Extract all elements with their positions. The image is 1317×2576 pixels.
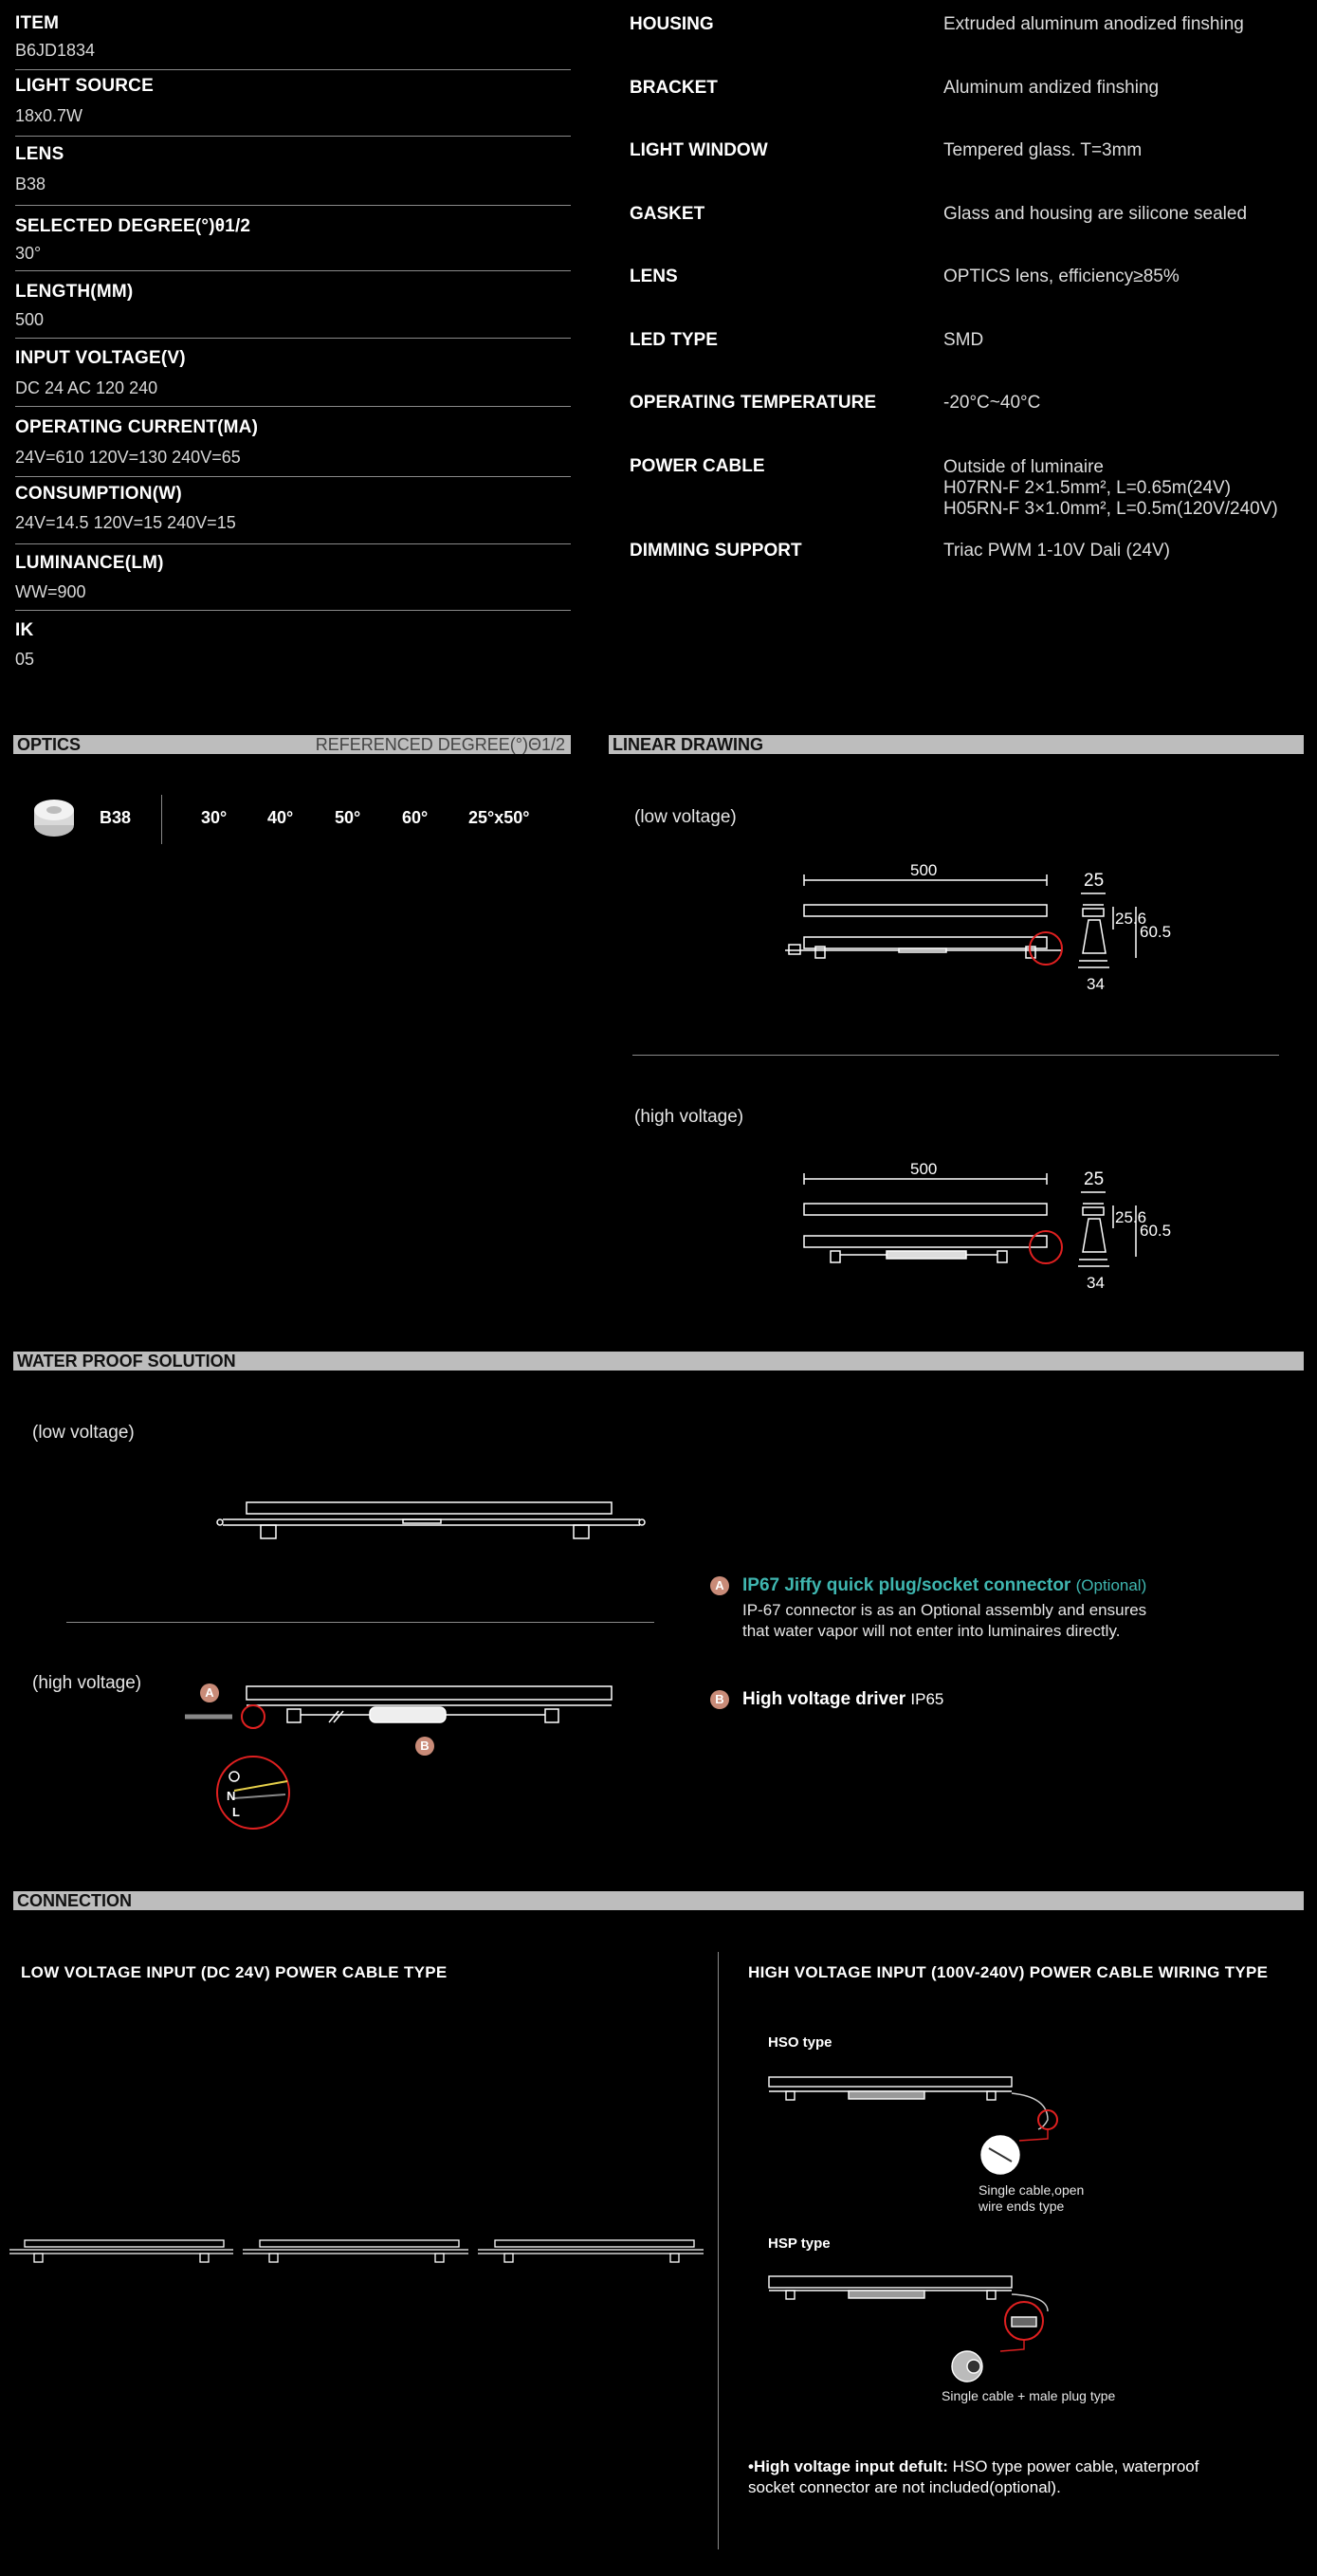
divider <box>15 610 571 611</box>
wp-high-drawing <box>175 1679 631 1831</box>
linear-drawing-high <box>777 1162 1204 1304</box>
spec-consumption <box>15 484 571 533</box>
connection-band <box>13 1891 1304 1910</box>
wp-high-caption: (high voltage) <box>32 1673 142 1693</box>
spec-label: GASKET <box>630 204 705 224</box>
spec-operating-current <box>15 417 571 468</box>
connector-desc-line: IP-67 connector is as an Optional assembly and ensures <box>742 1601 1147 1619</box>
wp-low-caption: (low voltage) <box>32 1423 135 1443</box>
dim-height-a: 25.6 <box>1115 910 1147 928</box>
divider <box>15 406 571 407</box>
dim-length: 500 <box>910 1162 938 1178</box>
spec-label: SELECTED DEGREE(°)θ1/2 <box>15 216 251 236</box>
connection-note-rest: HSO type power cable, waterproof <box>947 2457 1199 2475</box>
connector-optional: (Optional) <box>1075 1576 1147 1594</box>
spec-label: HOUSING <box>630 14 714 34</box>
divider <box>15 205 571 206</box>
optics-band-right: REFERENCED DEGREE(°)Θ1/2 <box>315 735 565 754</box>
spec-value: Triac PWM 1-10V Dali (24V) <box>943 541 1170 561</box>
divider <box>15 338 571 339</box>
spec-value: 24V=610 120V=130 240V=65 <box>15 448 241 467</box>
hsp-caption: Single cable + male plug type <box>942 2388 1116 2403</box>
low-voltage-chain-drawing <box>6 2238 712 2267</box>
spec-value: 24V=14.5 120V=15 240V=15 <box>15 513 236 532</box>
linear-drawing-low <box>777 863 1204 1005</box>
hso-caption-line: wire ends type <box>979 2199 1065 2214</box>
spec-label: LED TYPE <box>630 330 718 350</box>
optics-degree: 40° <box>267 808 294 827</box>
dim-base: 34 <box>1087 975 1105 993</box>
spec-value: Tempered glass. T=3mm <box>943 140 1143 160</box>
linear-drawing-band <box>609 735 1304 754</box>
spec-label: CONSUMPTION(W) <box>15 484 182 504</box>
power-cable-line: Outside of luminaire <box>943 457 1104 477</box>
spec-ik <box>15 620 571 670</box>
high-voltage-title: HIGH VOLTAGE INPUT (100V-240V) POWER CABLE WIRING TYPE <box>748 1963 1269 1981</box>
spec-value: Glass and housing are silicone sealed <box>943 204 1248 224</box>
spec-value: B38 <box>15 175 46 193</box>
divider <box>15 543 571 544</box>
driver-title-row <box>742 1689 943 1710</box>
spec-value: B6JD1834 <box>15 41 96 60</box>
spec-label: LENS <box>15 144 64 164</box>
connector-desc <box>742 1600 1146 1642</box>
spec-value: SMD <box>943 330 984 350</box>
connection-note-line2: socket connector are not included(optional). <box>748 2478 1061 2496</box>
section-title: LINEAR DRAWING <box>613 735 763 754</box>
optics-degree: 60° <box>402 808 429 827</box>
spec-label: LENGTH(MM) <box>15 282 134 302</box>
connection-note-bold: •High voltage input defult: <box>748 2457 948 2475</box>
badge-a-drawing: A <box>200 1684 219 1702</box>
divider <box>15 270 571 271</box>
badge-b: B <box>710 1690 729 1709</box>
spec-label: BRACKET <box>630 78 718 98</box>
hso-title: HSO type <box>768 2034 832 2051</box>
dim-height-a: 25.6 <box>1115 1208 1147 1226</box>
spec-value: Aluminum andized finshing <box>943 78 1160 98</box>
spec-lens <box>15 144 571 194</box>
dim-width: 25 <box>1084 871 1105 891</box>
divider <box>15 136 571 137</box>
dim-length: 500 <box>910 863 938 879</box>
dim-height-b: 60.5 <box>1140 1222 1172 1240</box>
hsp-drawing <box>763 2272 1067 2385</box>
spec-selected-degree <box>15 216 571 264</box>
dim-width: 25 <box>1084 1169 1105 1189</box>
section-title: CONNECTION <box>17 1891 132 1910</box>
spec-light-source <box>15 76 571 126</box>
low-voltage-caption: (low voltage) <box>634 807 737 827</box>
optics-degree: 25°x50° <box>468 808 530 827</box>
spec-label: DIMMING SUPPORT <box>630 541 802 561</box>
optics-lens-label: B38 <box>100 808 132 827</box>
hso-caption <box>979 2182 1084 2215</box>
divider <box>15 476 571 477</box>
driver-title: High voltage driver <box>742 1689 906 1709</box>
spec-length <box>15 282 571 330</box>
spec-label: OPERATING TEMPERATURE <box>630 393 877 413</box>
spec-value: 30° <box>15 244 42 263</box>
spec-label: LIGHT SOURCE <box>15 76 154 96</box>
spec-input-voltage <box>15 348 571 398</box>
spec-value: 500 <box>15 310 45 329</box>
power-cable-line: H05RN-F 3×1.0mm², L=0.5m(120V/240V) <box>943 499 1278 519</box>
wire-l-label: L <box>232 1805 240 1819</box>
divider <box>632 1055 1279 1056</box>
spec-value: 18x0.7W <box>15 106 83 125</box>
spec-value: DC 24 AC 120 240 <box>15 378 158 397</box>
spec-value: -20°C~40°C <box>943 393 1041 413</box>
hso-drawing <box>763 2072 1067 2177</box>
badge-b-drawing: B <box>415 1737 434 1756</box>
hsp-title: HSP type <box>768 2236 831 2252</box>
spec-label: IK <box>15 620 34 640</box>
lens-image <box>32 797 76 840</box>
spec-item <box>15 13 571 61</box>
connection-note-line1 <box>748 2456 1198 2477</box>
dim-base: 34 <box>1087 1274 1105 1292</box>
optics-band <box>13 735 571 754</box>
connector-title: IP67 Jiffy quick plug/socket connector <box>742 1575 1071 1595</box>
spec-label: LIGHT WINDOW <box>630 140 768 160</box>
column-divider <box>718 1952 719 2549</box>
waterproof-band <box>13 1352 1304 1371</box>
spec-label: OPERATING CURRENT(MA) <box>15 417 259 437</box>
spec-value <box>943 457 1278 520</box>
section-title: WATER PROOF SOLUTION <box>17 1352 236 1371</box>
spec-value: OPTICS lens, efficiency≥85% <box>943 267 1180 286</box>
wp-low-drawing <box>213 1499 649 1555</box>
divider <box>15 69 571 70</box>
spec-value: 05 <box>15 650 35 669</box>
badge-a: A <box>710 1576 729 1595</box>
connector-title-row <box>742 1575 1146 1596</box>
low-voltage-title: LOW VOLTAGE INPUT (DC 24V) POWER CABLE TYPE <box>21 1963 448 1981</box>
spec-value: WW=900 <box>15 582 86 601</box>
section-title: OPTICS <box>17 735 82 754</box>
spec-label: LENS <box>630 267 678 286</box>
spec-label: LUMINANCE(LM) <box>15 553 164 573</box>
optics-degree: 30° <box>201 808 228 827</box>
spec-luminance <box>15 553 571 602</box>
driver-rating: IP65 <box>910 1690 944 1708</box>
power-cable-line: H07RN-F 2×1.5mm², L=0.65m(24V) <box>943 478 1232 498</box>
divider <box>66 1622 654 1623</box>
spec-label: INPUT VOLTAGE(V) <box>15 348 186 368</box>
divider <box>161 795 162 844</box>
spec-label: POWER CABLE <box>630 456 765 476</box>
spec-value: Extruded aluminum anodized finshing <box>943 14 1244 34</box>
spec-label: ITEM <box>15 13 60 33</box>
dim-height-b: 60.5 <box>1140 923 1172 941</box>
connector-desc-line: that water vapor will not enter into luminaires directly. <box>742 1622 1121 1640</box>
high-voltage-caption: (high voltage) <box>634 1107 744 1127</box>
hso-caption-line: Single cable,open <box>979 2182 1085 2198</box>
connection-note <box>748 2456 1198 2498</box>
optics-degree: 50° <box>335 808 361 827</box>
wire-n-label: N <box>227 1789 236 1803</box>
